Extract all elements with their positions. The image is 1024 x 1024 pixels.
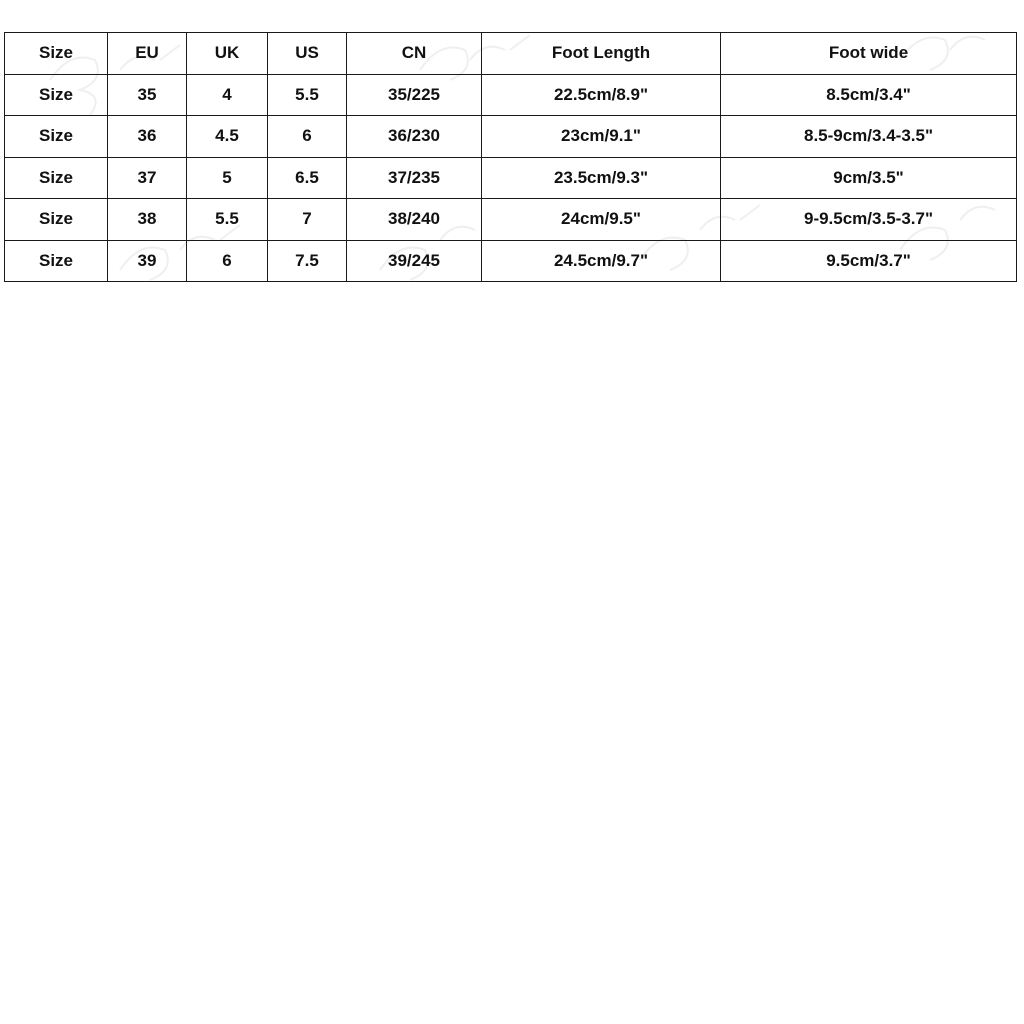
table-cell: 37 [108, 157, 187, 199]
table-cell: 6 [187, 240, 268, 282]
table-cell: 35 [108, 74, 187, 116]
table-cell: 4.5 [187, 116, 268, 158]
header-cell-foot-wide: Foot wide [721, 33, 1017, 75]
header-cell-eu: EU [108, 33, 187, 75]
table-cell: 35/225 [347, 74, 482, 116]
table-cell: Size [5, 157, 108, 199]
header-cell-us: US [268, 33, 347, 75]
table-cell: 7.5 [268, 240, 347, 282]
table-cell: 23.5cm/9.3" [482, 157, 721, 199]
header-cell-foot-length: Foot Length [482, 33, 721, 75]
table-header-row [5, 33, 1017, 75]
table-row [5, 157, 1017, 199]
table-cell: 24.5cm/9.7" [482, 240, 721, 282]
table-cell: 38 [108, 199, 187, 241]
table-cell: 9cm/3.5" [721, 157, 1017, 199]
header-cell-size: Size [5, 33, 108, 75]
table-cell: 37/235 [347, 157, 482, 199]
table-row [5, 199, 1017, 241]
table-cell: 5.5 [268, 74, 347, 116]
table-cell: 4 [187, 74, 268, 116]
table-cell: 5 [187, 157, 268, 199]
header-cell-cn: CN [347, 33, 482, 75]
table-cell: Size [5, 240, 108, 282]
table-cell: 39/245 [347, 240, 482, 282]
table-cell: 6 [268, 116, 347, 158]
table-cell: 8.5-9cm/3.4-3.5" [721, 116, 1017, 158]
table-row [5, 74, 1017, 116]
table-cell: 22.5cm/8.9" [482, 74, 721, 116]
table-cell: 5.5 [187, 199, 268, 241]
table-cell: 38/240 [347, 199, 482, 241]
table-cell: 9-9.5cm/3.5-3.7" [721, 199, 1017, 241]
table-cell: 36 [108, 116, 187, 158]
table-row [5, 240, 1017, 282]
table-row [5, 116, 1017, 158]
header-cell-uk: UK [187, 33, 268, 75]
table-cell: 8.5cm/3.4" [721, 74, 1017, 116]
table-cell: 36/230 [347, 116, 482, 158]
table-cell: 7 [268, 199, 347, 241]
table-cell: 24cm/9.5" [482, 199, 721, 241]
table-cell: 23cm/9.1" [482, 116, 721, 158]
table-cell: Size [5, 199, 108, 241]
table-cell: 39 [108, 240, 187, 282]
table-cell: Size [5, 116, 108, 158]
size-chart-table [4, 32, 1017, 282]
table-cell: Size [5, 74, 108, 116]
table-cell: 6.5 [268, 157, 347, 199]
table-cell: 9.5cm/3.7" [721, 240, 1017, 282]
